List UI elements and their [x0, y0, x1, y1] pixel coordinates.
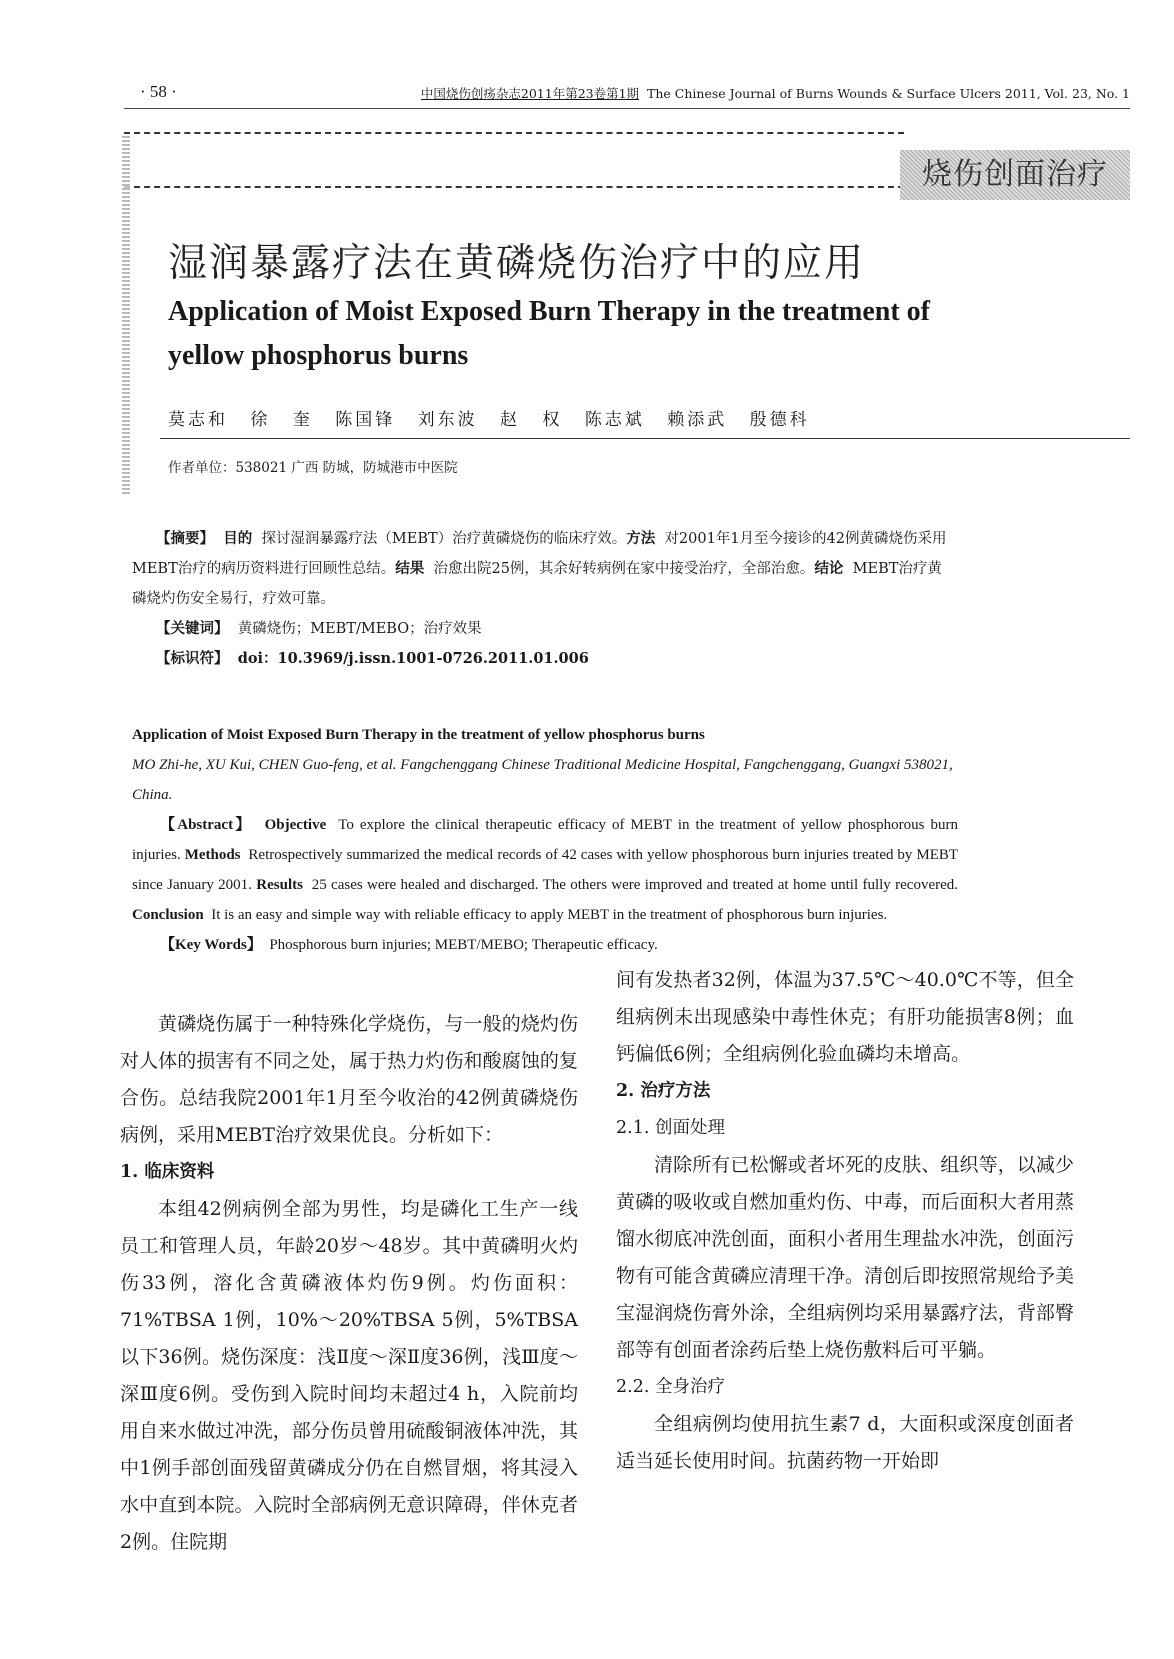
methods-cn: 对2001年1月至今接诊的42例黄磷烧伤采用MEBT治疗的病历资料进行回顾性总结。 — [132, 531, 947, 577]
page-number: · 58 · — [140, 82, 177, 101]
running-header — [140, 78, 1130, 106]
abstract-en-authors: MO Zhi-he, XU Kui, CHEN Guo-feng, et al. Fangchenggang Chinese Traditional Medicine Hospital, Fangchenggang, Guangxi 538021, China. — [132, 757, 953, 803]
affiliation: 作者单位：538021 广西 防城，防城港市中医院 — [168, 460, 458, 476]
abstract-en-title: Application of Moist Exposed Burn Therapy in the treatment of yellow phosphorus burns — [132, 727, 705, 743]
section-dashed-rule — [124, 186, 904, 188]
conclusion-label-cn: 结论 — [814, 560, 844, 577]
wound-care-paragraph: 清除所有已松懈或者坏死的皮肤、组织等，以减少黄磷的吸收或自燃加重灼伤、中毒，而后面积大者用蒸馏水彻底冲洗创面，面积小者用生理盐水冲洗，创面污物有可能含黄磷应清理干净。清创后即按照常规给予美宝湿润烧伤膏外涂，全组病例均采用暴露疗法，背部臀部等有创面者涂药后垫上烧伤敷料后可平躺。 — [616, 1154, 1074, 1361]
methods-label-en: Methods — [184, 847, 241, 863]
body-column-left — [120, 1006, 578, 1561]
clinical-data-paragraph: 本组42例病例全部为男性，均是磷化工生产一线员工和管理人员，年龄20岁～48岁。其中黄磷明火灼伤33例，溶化含黄磷液体灼伤9例。灼伤面积：71%TBSA 1例，10%～20%TBSA 5例，5%TBSA以下36例。烧伤深度：浅Ⅱ度～深Ⅱ度36例，浅Ⅲ度～深Ⅲ度6例。受伤到入院时间均未超过4 h，入院前均用自来水做过冲洗，部分伤员曾用硫酸铜液体冲洗，其中1例手部创面残留黄磷成分仍在自燃冒烟，将其浸入水中直到本院。入院时全部病例无意识障碍，伴休克者2例。住院期 — [120, 1198, 578, 1553]
title-en: Application of Moist Exposed Burn Therapy in the treatment of yellow phosphorus burns — [168, 296, 930, 371]
results-label-cn: 结果 — [395, 560, 425, 577]
methods-label-cn: 方法 — [626, 530, 656, 547]
conclusion-label-en: Conclusion — [132, 907, 204, 923]
conclusion-en: It is an easy and simple way with reliable efficacy to apply MEBT in the treatment of phosphorous burn injuries. — [211, 907, 888, 923]
heading-wound-care: 2.1. 创面处理 — [616, 1118, 725, 1138]
keywords-cn-label: 【关键词】 — [156, 620, 229, 637]
objective-label-en: Objective — [264, 817, 327, 833]
keywords-en-label: 【Key Words】 — [160, 937, 262, 953]
doi: doi：10.3969/j.issn.1001-0726.2011.01.006 — [237, 650, 589, 667]
authors-rule — [160, 438, 1130, 439]
objective-cn: 探讨湿润暴露疗法（MEBT）治疗黄磷烧伤的临床疗效。 — [261, 531, 627, 547]
section-tag: 烧伤创面治疗 — [900, 150, 1130, 200]
objective-label-cn: 目的 — [223, 530, 253, 547]
keywords-en: Phosphorous burn injuries; MEBT/MEBO; Therapeutic efficacy. — [269, 937, 658, 953]
journal-name-en: The Chinese Journal of Burns Wounds & Surface Ulcers 2011, Vol. 23, No. 1 — [647, 86, 1130, 101]
abstract-cn — [132, 524, 952, 674]
results-label-en: Results — [256, 877, 303, 893]
keywords-cn: 黄磷烧伤；MEBT/MEBO；治疗效果 — [237, 621, 482, 637]
doi-label: 【标识符】 — [156, 650, 229, 667]
systemic-treatment-paragraph: 全组病例均使用抗生素7 d，大面积或深度创面者适当延长使用时间。抗菌药物一开始即 — [616, 1413, 1074, 1472]
abstract-cn-body — [132, 524, 952, 614]
heading-treatment-methods: 2. 治疗方法 — [616, 1081, 711, 1101]
heading-systemic-treatment: 2.2. 全身治疗 — [616, 1377, 725, 1397]
header-rule — [124, 108, 1130, 109]
title-cn: 湿润暴露疗法在黄磷烧伤治疗中的应用 — [168, 241, 866, 286]
doi-line — [132, 644, 952, 674]
intro-paragraph: 黄磷烧伤属于一种特殊化学烧伤，与一般的烧灼伤对人体的损害有不同之处，属于热力灼伤和酸腐蚀的复合伤。总结我院2001年1月至今收治的42例黄磷烧伤病例，采用MEBT治疗效果优良。分析如下： — [120, 1013, 578, 1146]
journal-citation — [421, 84, 1130, 102]
authors-cn: 莫志和 徐 奎 陈国锋 刘东波 赵 权 陈志斌 赖添武 殷德科 — [168, 410, 810, 430]
heading-clinical-data: 1. 临床资料 — [120, 1162, 215, 1182]
clinical-data-continued: 间有发热者32例，体温为37.5℃～40.0℃不等，但全组病例未出现感染中毒性休克；有肝功能损害8例；血钙偏低6例；全组病例化验血磷均未增高。 — [616, 969, 1074, 1065]
abstract-en-label: 【Abstract】 — [160, 817, 253, 833]
results-en: 25 cases were healed and discharged. The others were improved and treated at home until fully recovered. — [311, 877, 959, 893]
methods-en: Retrospectively summarized the medical records of 42 cases with yellow phosphorous burn injuries treated by MEBT since January 2001. — [132, 847, 959, 893]
results-cn: 治愈出院25例，其余好转病例在家中接受治疗，全部治愈。 — [433, 561, 815, 577]
conclusion-cn: MEBT治疗黄磷烧灼伤安全易行，疗效可靠。 — [132, 561, 942, 607]
keywords-en-line — [132, 930, 958, 960]
keywords-cn-line — [132, 614, 952, 644]
decorative-sidebar — [122, 134, 130, 494]
abstract-en — [132, 720, 958, 960]
journal-name-cn: 中国烧伤创疡杂志2011年第23卷第1期 — [420, 86, 640, 101]
header-dashed-rule — [124, 132, 904, 134]
abstract-cn-label: 【摘要】 — [156, 530, 214, 547]
objective-en: To explore the clinical therapeutic efficacy of MEBT in the treatment of yellow phosphorous burn injuries. — [132, 817, 959, 863]
abstract-en-body — [132, 810, 958, 930]
body-column-right — [616, 962, 1074, 1480]
